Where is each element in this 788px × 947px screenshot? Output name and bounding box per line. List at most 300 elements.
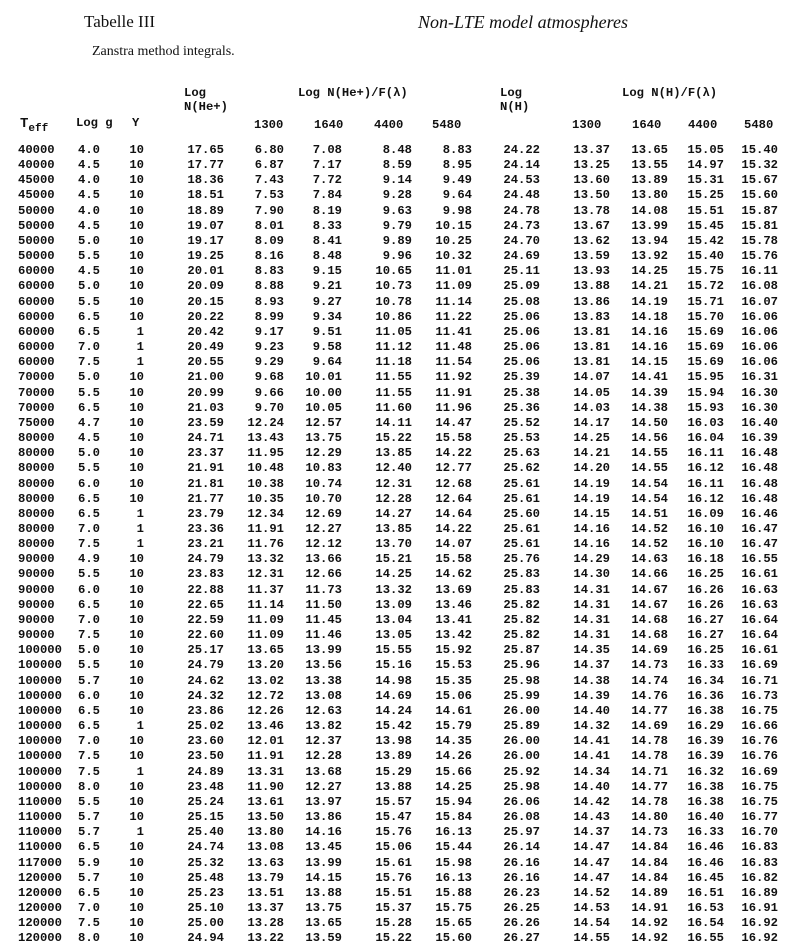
cell-h-1300: 14.05: [573, 385, 610, 400]
cell-h-5480: 16.48: [741, 476, 778, 491]
cell-he-4400: 15.61: [375, 855, 412, 870]
cell-teff: 80000: [18, 446, 55, 461]
cell-he-4400: 15.37: [375, 901, 412, 915]
cell-h-4400: 16.25: [687, 567, 724, 582]
cell-h-1300: 14.40: [573, 779, 610, 794]
cell-he-1640: 10.01: [305, 370, 342, 385]
cell-he-5480: 15.66: [435, 764, 472, 779]
cell-he-1300: 13.20: [247, 658, 284, 673]
cell-log-nhe: 23.50: [187, 749, 224, 764]
cell-h-4400: 15.72: [687, 279, 724, 294]
cell-y: 1: [136, 340, 144, 355]
cell-h-5480: 16.82: [741, 870, 778, 885]
cell-y: 10: [129, 779, 144, 794]
cell-he-4400: 9.96: [382, 249, 412, 264]
cell-he-1300: 6.80: [254, 143, 284, 157]
cell-log-nhe: 23.59: [187, 415, 224, 430]
cell-he-5480: 9.98: [442, 203, 472, 218]
cell-he-1300: 10.38: [247, 476, 284, 491]
cell-he-5480: 14.07: [435, 537, 472, 552]
cell-he-4400: 8.48: [382, 143, 412, 157]
cell-he-1640: 7.72: [312, 173, 342, 188]
cell-h-5480: 16.06: [741, 309, 778, 324]
cell-he-1640: 11.73: [305, 582, 342, 597]
cell-log-nhe: 20.99: [187, 385, 224, 400]
cell-he-4400: 10.86: [375, 309, 412, 324]
table-row: [0, 158, 788, 174]
cell-teff: 60000: [18, 340, 55, 355]
cell-h-1640: 14.39: [631, 385, 668, 400]
cell-log-nh: 25.08: [503, 294, 540, 309]
cell-h-1640: 14.78: [631, 794, 668, 809]
cell-he-4400: 12.40: [375, 461, 412, 476]
cell-log-nh: 26.06: [503, 794, 540, 809]
cell-teff: 50000: [18, 218, 55, 233]
cell-he-5480: 15.58: [435, 552, 472, 567]
he-1640-header: 1640: [314, 118, 344, 132]
cell-teff: 45000: [18, 188, 55, 203]
cell-h-4400: 16.29: [687, 719, 724, 734]
cell-he-4400: 14.11: [375, 415, 412, 430]
cell-y: 10: [129, 612, 144, 627]
cell-log-nh: 25.98: [503, 779, 540, 794]
cell-h-1300: 13.59: [573, 249, 610, 264]
cell-y: 1: [136, 506, 144, 521]
cell-teff: 40000: [18, 143, 55, 157]
cell-log-nh: 25.36: [503, 400, 540, 415]
cell-h-1640: 14.84: [631, 840, 668, 855]
cell-he-4400: 12.28: [375, 491, 412, 506]
cell-h-4400: 16.46: [687, 840, 724, 855]
table-row: [0, 886, 788, 902]
table-row: [0, 552, 788, 568]
cell-h-5480: 16.48: [741, 491, 778, 506]
cell-log-nh: 25.89: [503, 719, 540, 734]
cell-teff: 120000: [18, 870, 62, 885]
cell-h-4400: 15.93: [687, 400, 724, 415]
cell-he-1640: 10.70: [305, 491, 342, 506]
cell-log-nh: 24.48: [503, 188, 540, 203]
cell-h-4400: 16.33: [687, 658, 724, 673]
cell-h-1300: 13.81: [573, 324, 610, 339]
cell-h-1300: 13.81: [573, 340, 610, 355]
cell-logg: 4.5: [78, 218, 100, 233]
cell-teff: 60000: [18, 264, 55, 279]
cell-h-4400: 16.03: [687, 415, 724, 430]
cell-y: 10: [129, 158, 144, 173]
cell-log-nh: 25.61: [503, 537, 540, 552]
cell-log-nhe: 18.51: [187, 188, 224, 203]
cell-he-4400: 14.24: [375, 703, 412, 718]
h-1300-header: 1300: [572, 118, 602, 132]
cell-he-1300: 11.76: [247, 537, 284, 552]
cell-logg: 7.0: [78, 901, 100, 915]
cell-log-nhe: 18.89: [187, 203, 224, 218]
cell-logg: 5.5: [78, 461, 100, 476]
cell-log-nhe: 24.62: [187, 673, 224, 688]
cell-he-1300: 12.31: [247, 567, 284, 582]
cell-he-1300: 13.61: [247, 794, 284, 809]
cell-h-1300: 14.37: [573, 658, 610, 673]
cell-h-1640: 14.66: [631, 567, 668, 582]
table-row: [0, 279, 788, 295]
cell-he-1300: 9.23: [254, 340, 284, 355]
cell-he-5480: 11.96: [435, 400, 472, 415]
cell-he-1300: 11.09: [247, 628, 284, 643]
cell-h-1300: 14.31: [573, 612, 610, 627]
cell-h-5480: 15.67: [741, 173, 778, 188]
cell-he-4400: 10.73: [375, 279, 412, 294]
cell-logg: 5.5: [78, 794, 100, 809]
cell-h-1300: 13.37: [573, 143, 610, 157]
cell-h-4400: 15.45: [687, 218, 724, 233]
cell-h-1640: 14.74: [631, 673, 668, 688]
cell-he-1300: 13.80: [247, 825, 284, 840]
cell-he-5480: 13.69: [435, 582, 472, 597]
cell-h-4400: 16.09: [687, 506, 724, 521]
cell-logg: 5.5: [78, 567, 100, 582]
cell-h-1640: 14.52: [631, 537, 668, 552]
cell-logg: 6.0: [78, 688, 100, 703]
cell-he-5480: 12.68: [435, 476, 472, 491]
cell-y: 10: [129, 385, 144, 400]
cell-log-nhe: 24.74: [187, 840, 224, 855]
cell-h-1640: 14.67: [631, 582, 668, 597]
cell-h-4400: 16.10: [687, 522, 724, 536]
cell-h-4400: 16.27: [687, 612, 724, 627]
cell-logg: 4.7: [78, 415, 100, 430]
cell-log-nhe: 22.88: [187, 582, 224, 597]
cell-logg: 5.5: [78, 658, 100, 673]
cell-he-1640: 7.08: [312, 143, 342, 157]
cell-log-nhe: 22.60: [187, 628, 224, 643]
cell-he-5480: 10.32: [435, 249, 472, 264]
cell-h-4400: 16.39: [687, 749, 724, 764]
cell-h-5480: 16.30: [741, 385, 778, 400]
cell-h-4400: 14.97: [687, 158, 724, 173]
cell-teff: 100000: [18, 764, 62, 779]
cell-log-nh: 24.22: [503, 143, 540, 157]
cell-he-5480: 10.15: [435, 218, 472, 233]
cell-h-4400: 16.33: [687, 825, 724, 840]
he-4400-header: 4400: [374, 118, 404, 132]
cell-logg: 6.5: [78, 885, 100, 900]
cell-h-1300: 14.03: [573, 400, 610, 415]
cell-he-1300: 8.93: [254, 294, 284, 309]
cell-he-4400: 15.06: [375, 840, 412, 855]
cell-h-1640: 14.51: [631, 506, 668, 521]
cell-teff: 75000: [18, 415, 55, 430]
cell-y: 10: [129, 658, 144, 673]
cell-h-4400: 16.39: [687, 734, 724, 749]
cell-h-1300: 14.47: [573, 870, 610, 885]
cell-log-nhe: 20.09: [187, 279, 224, 294]
cell-he-1640: 11.46: [305, 628, 342, 643]
cell-h-1300: 14.31: [573, 582, 610, 597]
cell-he-4400: 9.28: [382, 188, 412, 203]
table-row: [0, 507, 788, 523]
cell-he-4400: 15.21: [375, 552, 412, 567]
cell-he-4400: 9.63: [382, 203, 412, 218]
cell-he-1300: 13.51: [247, 885, 284, 900]
cell-h-4400: 16.11: [687, 446, 724, 461]
y-header: Y: [132, 116, 140, 130]
cell-he-1640: 11.45: [305, 612, 342, 627]
cell-log-nhe: 17.77: [187, 158, 224, 173]
table-row: [0, 325, 788, 341]
cell-he-1300: 8.09: [254, 233, 284, 248]
cell-y: 1: [136, 825, 144, 840]
cell-teff: 90000: [18, 628, 55, 643]
cell-h-1300: 14.42: [573, 794, 610, 809]
table-row: [0, 931, 788, 947]
cell-y: 10: [129, 264, 144, 279]
cell-h-5480: 16.77: [741, 810, 778, 825]
cell-teff: 60000: [18, 324, 55, 339]
he-5480-header: 5480: [432, 118, 462, 132]
cell-h-4400: 15.75: [687, 264, 724, 279]
cell-he-5480: 15.75: [435, 901, 472, 915]
cell-he-4400: 11.18: [375, 355, 412, 370]
h-4400-header: 4400: [688, 118, 718, 132]
cell-y: 1: [136, 324, 144, 339]
cell-log-nhe: 23.60: [187, 734, 224, 749]
table-row: [0, 856, 788, 872]
cell-logg: 7.5: [78, 628, 100, 643]
cell-h-1300: 14.17: [573, 415, 610, 430]
cell-h-1300: 14.19: [573, 476, 610, 491]
cell-he-5480: 14.47: [435, 415, 472, 430]
cell-logg: 5.9: [78, 855, 100, 870]
cell-h-5480: 15.78: [741, 233, 778, 248]
cell-h-1300: 14.31: [573, 628, 610, 643]
table-row: [0, 734, 788, 750]
cell-h-1640: 13.55: [631, 158, 668, 173]
cell-he-5480: 14.61: [435, 703, 472, 718]
cell-log-nh: 26.14: [503, 840, 540, 855]
cell-h-1300: 14.43: [573, 810, 610, 825]
cell-he-4400: 15.57: [375, 794, 412, 809]
cell-teff: 80000: [18, 461, 55, 476]
cell-log-nhe: 24.71: [187, 431, 224, 446]
cell-h-5480: 16.47: [741, 522, 778, 536]
cell-h-4400: 15.94: [687, 385, 724, 400]
cell-he-1640: 14.16: [305, 825, 342, 840]
cell-h-5480: 16.48: [741, 461, 778, 476]
cell-h-4400: 15.69: [687, 355, 724, 370]
cell-he-1640: 9.27: [312, 294, 342, 309]
cell-y: 10: [129, 249, 144, 264]
cell-h-1300: 14.53: [573, 901, 610, 915]
cell-h-5480: 15.32: [741, 158, 778, 173]
cell-he-1300: 12.01: [247, 734, 284, 749]
cell-he-1640: 13.59: [305, 931, 342, 946]
cell-he-4400: 10.65: [375, 264, 412, 279]
cell-he-5480: 11.48: [435, 340, 472, 355]
cell-log-nhe: 23.21: [187, 537, 224, 552]
cell-he-1300: 9.17: [254, 324, 284, 339]
cell-he-1640: 8.33: [312, 218, 342, 233]
cell-log-nh: 25.39: [503, 370, 540, 385]
cell-logg: 6.5: [78, 597, 100, 612]
cell-log-nhe: 24.79: [187, 552, 224, 567]
cell-teff: 80000: [18, 537, 55, 552]
cell-log-nh: 24.69: [503, 249, 540, 264]
cell-h-5480: 16.06: [741, 340, 778, 355]
table-row: [0, 825, 788, 841]
cell-h-4400: 16.46: [687, 855, 724, 870]
cell-logg: 5.5: [78, 249, 100, 264]
cell-teff: 50000: [18, 233, 55, 248]
cell-logg: 6.5: [78, 719, 100, 734]
cell-he-4400: 12.31: [375, 476, 412, 491]
cell-h-1640: 14.18: [631, 309, 668, 324]
cell-h-1300: 14.47: [573, 855, 610, 870]
cell-log-nh: 25.87: [503, 643, 540, 658]
cell-log-nh: 26.23: [503, 885, 540, 900]
cell-log-nhe: 25.24: [187, 794, 224, 809]
cell-log-nh: 25.06: [503, 324, 540, 339]
cell-teff: 100000: [18, 779, 62, 794]
cell-h-1300: 14.55: [573, 931, 610, 946]
cell-he-5480: 15.65: [435, 916, 472, 931]
cell-h-1300: 13.62: [573, 233, 610, 248]
cell-h-4400: 16.04: [687, 431, 724, 446]
table-label: Tabelle III: [84, 12, 156, 31]
cell-logg: 7.0: [78, 734, 100, 749]
cell-h-4400: 15.71: [687, 294, 724, 309]
cell-teff: 50000: [18, 203, 55, 218]
cell-log-nhe: 21.77: [187, 491, 224, 506]
cell-h-4400: 16.27: [687, 628, 724, 643]
table-row: [0, 674, 788, 690]
cell-h-1640: 14.77: [631, 779, 668, 794]
cell-he-5480: 16.13: [435, 825, 472, 840]
cell-y: 1: [136, 719, 144, 734]
cell-logg: 6.5: [78, 309, 100, 324]
cell-he-1300: 11.95: [247, 446, 284, 461]
cell-h-4400: 16.38: [687, 703, 724, 718]
cell-he-1300: 11.09: [247, 612, 284, 627]
cell-log-nh: 24.53: [503, 173, 540, 188]
cell-teff: 90000: [18, 552, 55, 567]
cell-y: 10: [129, 597, 144, 612]
cell-h-1640: 14.68: [631, 628, 668, 643]
cell-h-1640: 14.77: [631, 703, 668, 718]
cell-h-1640: 13.65: [631, 143, 668, 157]
cell-y: 10: [129, 794, 144, 809]
cell-teff: 100000: [18, 643, 62, 658]
cell-he-4400: 9.14: [382, 173, 412, 188]
cell-he-4400: 9.89: [382, 233, 412, 248]
cell-logg: 4.0: [78, 203, 100, 218]
cell-he-1300: 8.99: [254, 309, 284, 324]
cell-he-1300: 9.66: [254, 385, 284, 400]
cell-log-nhe: 25.15: [187, 810, 224, 825]
cell-logg: 5.0: [78, 233, 100, 248]
table-row: [0, 749, 788, 765]
cell-h-1640: 13.99: [631, 218, 668, 233]
cell-he-1300: 8.88: [254, 279, 284, 294]
table-row: [0, 810, 788, 826]
cell-he-5480: 13.42: [435, 628, 472, 643]
cell-he-4400: 15.22: [375, 931, 412, 946]
cell-h-5480: 16.75: [741, 794, 778, 809]
cell-teff: 70000: [18, 370, 55, 385]
cell-teff: 120000: [18, 916, 62, 931]
cell-he-4400: 15.76: [375, 870, 412, 885]
cell-h-5480: 16.89: [741, 885, 778, 900]
cell-h-1640: 14.63: [631, 552, 668, 567]
cell-h-1640: 14.69: [631, 719, 668, 734]
cell-he-1300: 7.90: [254, 203, 284, 218]
cell-h-4400: 16.38: [687, 794, 724, 809]
cell-h-1640: 14.89: [631, 885, 668, 900]
cell-log-nh: 24.78: [503, 203, 540, 218]
cell-he-1300: 8.16: [254, 249, 284, 264]
cell-log-nh: 25.92: [503, 764, 540, 779]
cell-log-nh: 25.99: [503, 688, 540, 703]
cell-y: 10: [129, 855, 144, 870]
cell-teff: 80000: [18, 506, 55, 521]
cell-he-5480: 8.95: [442, 158, 472, 173]
table-row: [0, 461, 788, 477]
cell-log-nh: 24.14: [503, 158, 540, 173]
cell-h-4400: 16.55: [687, 931, 724, 946]
cell-log-nhe: 21.81: [187, 476, 224, 491]
cell-log-nh: 25.11: [503, 264, 540, 279]
cell-log-nhe: 25.32: [187, 855, 224, 870]
cell-h-5480: 15.60: [741, 188, 778, 203]
cell-log-nh: 25.98: [503, 673, 540, 688]
log-nh-header-line1: Log: [500, 86, 522, 100]
cell-he-1300: 11.91: [247, 749, 284, 764]
cell-teff: 120000: [18, 901, 62, 915]
cell-y: 10: [129, 143, 144, 157]
cell-log-nhe: 25.40: [187, 825, 224, 840]
cell-h-4400: 16.26: [687, 582, 724, 597]
table-row: [0, 355, 788, 371]
cell-h-1300: 14.34: [573, 764, 610, 779]
cell-h-1640: 14.92: [631, 931, 668, 946]
cell-he-1640: 13.86: [305, 810, 342, 825]
cell-log-nh: 26.16: [503, 855, 540, 870]
cell-he-4400: 11.12: [375, 340, 412, 355]
cell-he-1300: 11.37: [247, 582, 284, 597]
cell-h-1640: 14.73: [631, 825, 668, 840]
cell-h-5480: 15.87: [741, 203, 778, 218]
cell-he-1640: 13.08: [305, 688, 342, 703]
cell-h-1300: 13.83: [573, 309, 610, 324]
cell-he-5480: 15.58: [435, 431, 472, 446]
cell-teff: 80000: [18, 431, 55, 446]
cell-he-1640: 12.28: [305, 749, 342, 764]
cell-he-4400: 13.85: [375, 522, 412, 536]
cell-h-1640: 14.55: [631, 461, 668, 476]
cell-teff: 80000: [18, 476, 55, 491]
cell-logg: 5.7: [78, 810, 100, 825]
cell-log-nh: 25.96: [503, 658, 540, 673]
cell-log-nhe: 23.48: [187, 779, 224, 794]
cell-logg: 7.5: [78, 764, 100, 779]
cell-y: 10: [129, 552, 144, 567]
cell-he-1640: 9.34: [312, 309, 342, 324]
cell-y: 10: [129, 688, 144, 703]
cell-h-5480: 16.91: [741, 901, 778, 915]
cell-he-1640: 12.69: [305, 506, 342, 521]
cell-logg: 4.5: [78, 431, 100, 446]
cell-h-5480: 15.76: [741, 249, 778, 264]
